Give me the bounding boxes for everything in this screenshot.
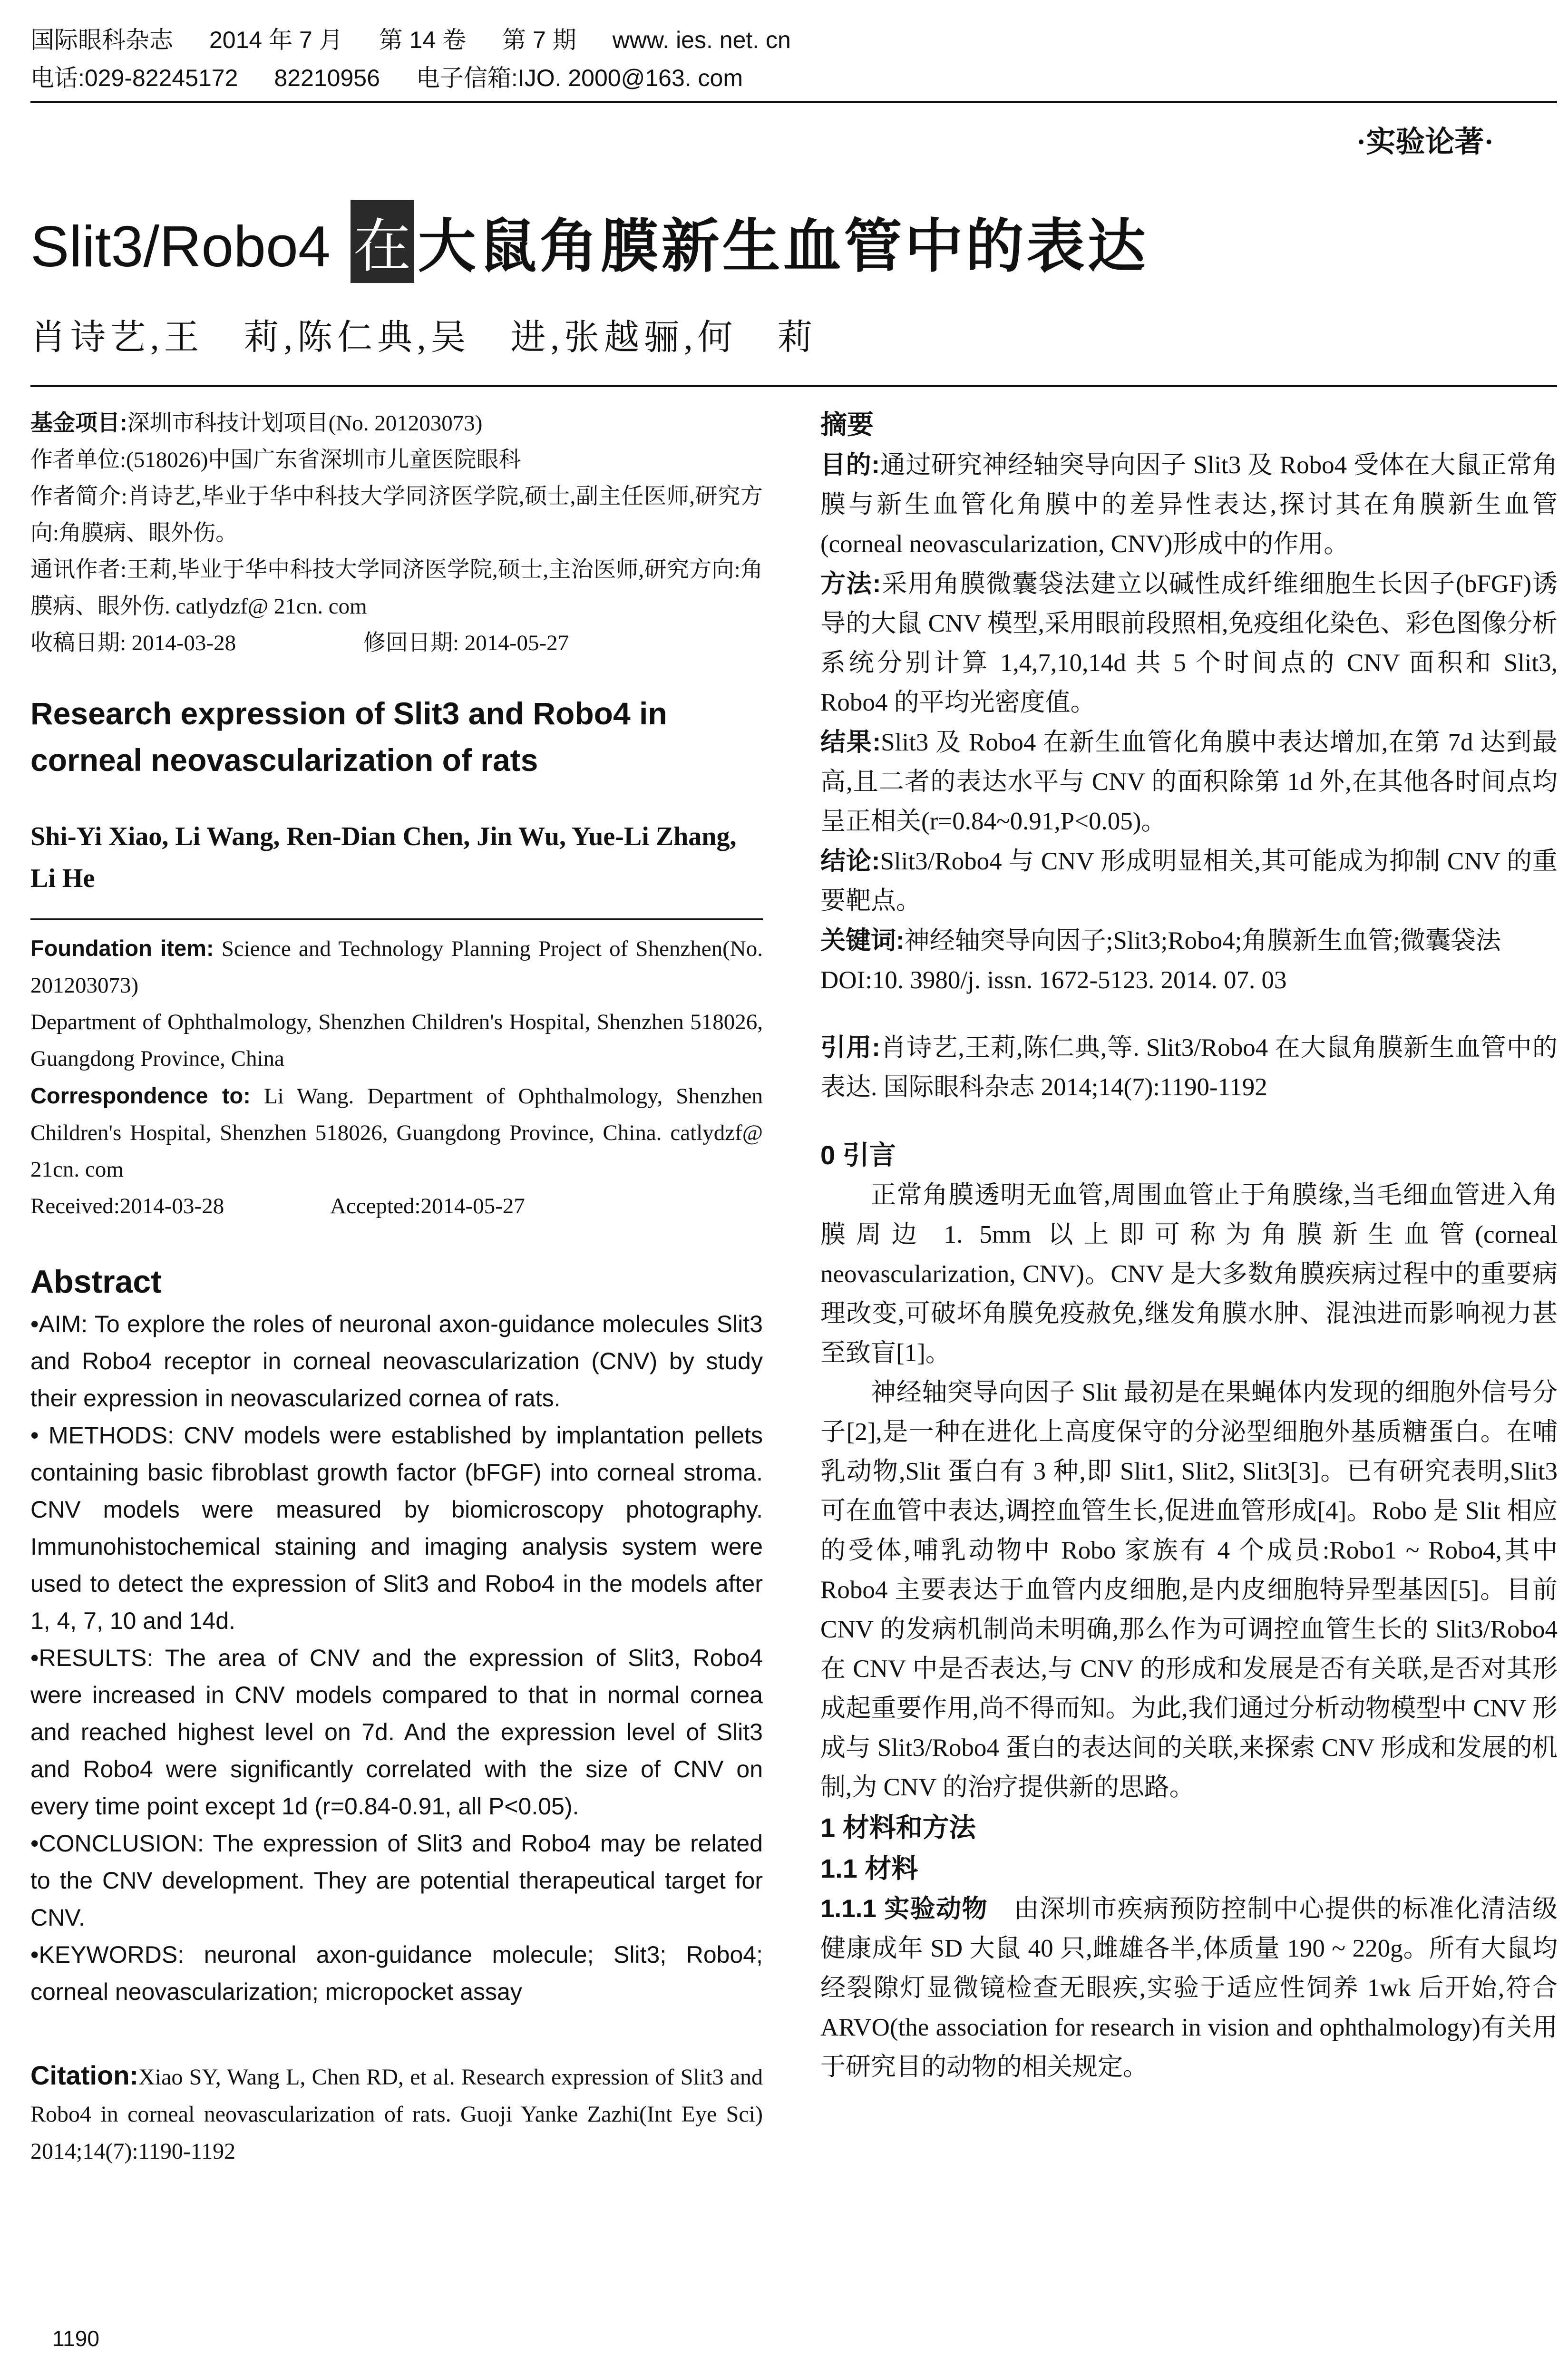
corr-cn-label: 通讯作者: [30,557,127,582]
revised-cn: 修回日期: 2014-05-27 [363,631,569,655]
aim-label: •AIM: [30,1311,88,1337]
citation-label: Citation: [30,2060,139,2090]
section-1-1-heading: 1.1 材料 [820,1853,918,1883]
unit-cn-text: (518026)中国广东省深圳市儿童医院眼科 [126,448,521,472]
received-en: Received:2014-03-28 [30,1194,224,1218]
volume: 第 14 卷 [379,27,467,53]
conclusion-text: The expression of Slit3 and Robo4 may be related to the CNV development. They are potential therapeutical target for CNV. [30,1830,763,1931]
accepted-en: Accepted:2014-05-27 [330,1194,525,1218]
foundation-en-label: Foundation item: [30,935,214,961]
intro-cn-text: 肖诗艺,毕业于华中科技大学同济医学院,硕士,副主任医师,研究方向:角膜病、眼外伤。 [30,484,763,546]
keywords-label: •KEYWORDS: [30,1941,185,1968]
intro-cn-label: 作者简介: [30,484,127,509]
section-1-heading: 1 材料和方法 [820,1812,976,1842]
cite-cn-text: 肖诗艺,王莉,陈仁典,等. Slit3/Robo4 在大鼠角膜新生血管中的表达. 国际眼科杂志 2014;14(7):1190-1192 [820,1034,1558,1101]
dates-cn [30,625,763,662]
unit-cn [30,442,763,478]
foundation-cn-text: 深圳市科技计划项目(No. 201203073) [127,411,483,436]
english-authors: Shi-Yi Xiao, Li Wang, Ren-Dian Chen, Jin Wu, Yue-Li Zhang, Li He [30,822,737,893]
email: 电子信箱:IJO. 2000@163. com [416,65,743,91]
english-title: Research expression of Slit3 and Robo4 in corneal neovascularization of rats [30,696,667,778]
english-rule [30,918,763,920]
methods-cn-label: 方法: [820,570,881,598]
phone: 电话:029-82245172 [30,65,238,91]
conclusion-cn-text: Slit3/Robo4 与 CNV 形成明显相关,其可能成为抑制 CNV 的重要靶点。 [820,848,1558,915]
doi: DOI:10. 3980/j. issn. 1672-5123. 2014. 07. 03 [820,966,1287,994]
citation [30,2057,763,2170]
citation-text: Xiao SY, Wang L, Chen RD, et al. Research expression of Slit3 and Robo4 in corneal neovascularization of rats. Guoji Yanke Zazhi(Int Eye Sci) 2014;14(7):1190-1192 [30,2065,763,2164]
methods-cn-text: 采用角膜微囊袋法建立以碱性成纤维细胞生长因子(bFGF)诱导的大鼠 CNV 模型,采用眼前段照相,免疫组化染色、彩色图像分析系统分别计算 1,4,7,10,14d 共 5 个时间点的 CNV 面积和 Slit3, Robo4 的平均光密度值。 [820,570,1558,716]
corr-cn-text: 王莉,毕业于华中科技大学同济医学院,硕士,主治医师,研究方向:角膜病、眼外伤. catlydzf@ 21cn. com [30,557,763,619]
foundation-cn-label: 基金项目: [30,410,127,435]
abstract-cn-aim [820,445,1558,564]
journal-header [30,21,1557,97]
header-line-2 [30,59,1557,97]
issue-number: 第 7 期 [502,27,576,53]
conclusion-cn-label: 结论: [820,847,880,875]
abstract-results [30,1639,763,1825]
foundation-cn [30,404,763,442]
keywords-text: neuronal axon-guidance molecule; Slit3; Robo4; corneal neovascularization; micropocket assay [30,1941,763,2005]
website: www. ies. net. cn [612,27,791,53]
results-text: The area of CNV and the expression of Slit3, Robo4 were increased in CNV models compared to that in normal cornea and reached highest level on 7d. And the expression level of Slit3 and Robo4 were significantly correlated with the size of CNV on every time point except 1d (r=0.84-0.91, all P<0.05). [30,1645,763,1820]
abstract-heading: Abstract [30,1264,162,1300]
section-1-1-1 [820,1889,1558,2087]
aim-cn-text: 通过研究神经轴突导向因子 Slit3 及 Robo4 受体在大鼠正常角膜与新生血管化角膜中的差异性表达,探讨其在角膜新生血管(corneal neovascularization, CNV)形成中的作用。 [820,451,1558,558]
received-cn: 收稿日期: 2014-03-28 [30,631,236,655]
intro-cn [30,478,763,552]
header-rule [30,101,1557,103]
abstract-aim [30,1305,763,1417]
section-tag: ·实验论著· [1356,126,1494,158]
page-number: 1190 [52,2326,99,2351]
title-marked-char: 在 [351,200,414,283]
methods-text: CNV models were established by implantation pellets containing basic fibroblast growth factor (bFGF) into corneal stroma. CNV models were measured by biomicroscopy photography. Immunohistochemical staining and imaging analysis system were used to detect the expression of Slit3 and Robo4 in the models after 1, 4, 7, 10 and 14d. [30,1422,763,1634]
authors-rule [30,385,1557,387]
intro-paragraph-2: 神经轴突导向因子 Slit 最初是在果蝇体内发现的细胞外信号分子[2],是一种在进化上高度保守的分泌型细胞外基质糖蛋白。在哺乳动物,Slit 蛋白有 3 种,即 Slit1, Slit2, Slit3[3]。已有研究表明,Slit3 可在血管中表达,调控血管生长,促进血管形成[4]。Robo 是 Slit 相应的受体,哺乳动物中 Robo 家族有 4 个成员:Robo1 ~ Robo4,其中 Robo4 主要表达于血管内皮细胞,是内皮细胞特异型基因[5]。目前 CNV 的发病机制尚未明确,那么作为可调控血管生长的 Slit3/Robo4 在 CNV 中是否表达,与 CNV 的形成和发展是否有关联,是否对其形成起重要作用,尚不得而知。为此,我们通过分析动物模型中 CNV 形成与 Slit3/Robo4 蛋白的表达间的关联,来探索 CNV 形成和发展的机制,为 CNV 的治疗提供新的思路。 [820,1379,1558,1801]
spacer [820,1000,1558,1028]
results-cn-text: Slit3 及 Robo4 在新生血管化角膜中表达增加,在第 7d 达到最高,且二者的表达水平与 CNV 的面积除第 1d 外,在其他各时间点均呈正相关(r=0.84~0.91,P<0.05)。 [820,729,1558,835]
intro-heading: 0 引言 [820,1140,896,1170]
methods-label: • METHODS: [30,1422,174,1449]
section-1-1-1-label: 1.1.1 实验动物 [820,1895,988,1923]
results-cn-label: 结果: [820,728,881,756]
spacer [820,1107,1558,1135]
left-column [30,404,763,2170]
keywords-cn-text: 神经轴突导向因子;Slit3;Robo4;角膜新生血管;微囊袋法 [904,927,1501,955]
issue-date: 2014 年 7 月 [209,27,343,53]
corr-en-text: Li Wang. Department of Ophthalmology, Shenzhen Children's Hospital, Shenzhen 518026, Guangdong Province, China. catlydzf@ 21cn. com [30,1084,763,1182]
paper-title [30,200,1149,283]
keywords-cn-label: 关键词: [820,926,905,955]
abstract-cn-conclusion [820,841,1558,921]
title-prefix: Slit3/Robo4 [30,214,331,279]
title-rest: 大鼠角膜新生血管中的表达 [418,214,1149,279]
aim-cn-label: 目的: [820,451,880,479]
foundation-en [30,930,763,1004]
right-column [820,404,1558,2087]
conclusion-label: •CONCLUSION: [30,1830,204,1857]
dates-en [30,1188,763,1225]
department-en: Department of Ophthalmology, Shenzhen Children's Hospital, Shenzhen 518026, Guangdong Province, China [30,1010,763,1071]
abstract-cn-heading: 摘要 [820,409,874,439]
corr-cn [30,552,763,625]
journal-name: 国际眼科杂志 [30,27,173,53]
unit-cn-label: 作者单位: [30,448,127,472]
abstract-cn-keywords [820,921,1558,961]
section-1-1-1-text: 由深圳市疾病预防控制中心提供的标准化清洁级健康成年 SD 大鼠 40 只,雌雄各半,体质量 190 ~ 220g。所有大鼠均经裂隙灯显微镜检查无眼疾,实验于适应性饲养 1wk 后开始,符合 ARVO(the association for research in vision and ophthalmology)有关用于研究目的动物的相关规定。 [820,1895,1558,2081]
cite-cn [820,1028,1558,1107]
abstract-keywords [30,1936,763,2010]
aim-text: To explore the roles of neuronal axon-guidance molecules Slit3 and Robo4 receptor in corneal neovascularization (CNV) by study their expression in neovascularized cornea of rats. [30,1311,763,1412]
foundation-en-text: Science and Technology Planning Project of Shenzhen(No. 201203073) [30,936,763,998]
abstract-conclusion [30,1825,763,1936]
authors-cn: 肖诗艺,王 莉,陈仁典,吴 进,张越骊,何 莉 [30,318,818,357]
abstract-cn-results [820,722,1558,841]
phone-2: 82210956 [274,65,380,91]
intro-paragraph-1: 正常角膜透明无血管,周围血管止于角膜缘,当毛细血管进入角膜周边 1. 5mm 以上即可称为角膜新生血管(corneal neovascularization, CNV)。CNV 是大多数角膜疾病过程中的重要病理改变,可破坏角膜免疫赦免,继发角膜水肿、混浊进而影响视力甚至致盲[1]。 [820,1181,1558,1367]
cite-cn-label: 引用: [820,1033,880,1062]
header-line-1 [30,21,1557,59]
corr-en-label: Correspondence to: [30,1083,251,1108]
results-label: •RESULTS: [30,1645,154,1671]
correspondence-en [30,1077,763,1188]
abstract-cn-methods [820,564,1558,722]
abstract-methods [30,1417,763,1639]
